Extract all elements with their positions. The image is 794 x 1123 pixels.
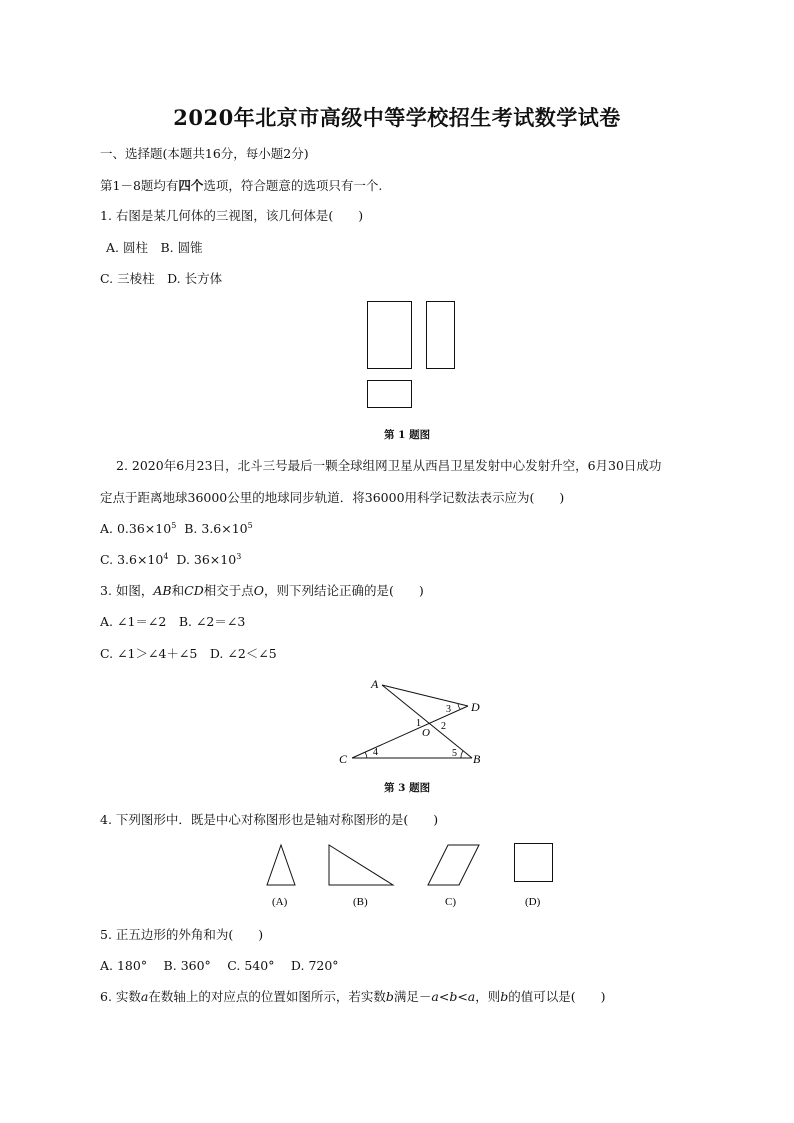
angle-label-1: 1 [416, 718, 421, 729]
q3-figure-caption: 第 3 题图 [384, 782, 431, 794]
shape-label-b: (B) [353, 896, 368, 908]
q2-stem-line2: 定点于距离地球36000公里的地球同步轨道．将36000用科学记数法表示应为( ) [100, 490, 565, 505]
label-d: D [471, 700, 480, 714]
shape-a-isosceles-triangle [267, 845, 295, 885]
q3-stem: 3. 如图，AB和CD相交于点O，则下列结论正确的是( ) [100, 583, 424, 598]
q2-stem-line1: 2. 2020年6月23日，北斗三号最后一颗全球组网卫星从西昌卫星发射中心发射升空，6月30日成功 [116, 458, 662, 473]
top-view-rect [368, 381, 412, 408]
instruction-text: 第1－8题均有四个选项，符合题意的选项只有一个. [100, 178, 383, 193]
label-a: A [371, 677, 379, 691]
q1-stem: 1. 右图是某几何体的三视图，该几何体是( ) [100, 208, 364, 223]
angle-label-2: 2 [441, 721, 446, 732]
section-heading: 一、选择题(本题共16分，每小题2分) [100, 146, 309, 161]
q4-shapes-figure [262, 840, 562, 912]
shape-label-d: (D) [525, 896, 541, 908]
q4-stem: 4. 下列图形中．既是中心对称图形也是轴对称图形的是( ) [100, 812, 439, 827]
q1-options-ab: A. 圆柱 B. 圆锥 [106, 240, 203, 255]
front-view-rect [368, 302, 412, 369]
q2-options-cd: C. $3.6\times 10^4$ D. $36\times 10^3$ [100, 551, 242, 567]
q2-options-ab: A. $0.36\times 10^5$ B. $3.6\times 10^5$ [100, 520, 253, 536]
angle-label-3: 3 [446, 704, 451, 715]
label-b: B [473, 752, 481, 766]
angle-label-4: 4 [373, 747, 378, 758]
q3-options-ab: A. ∠1＝∠2 B. ∠2＝∠3 [100, 614, 246, 629]
label-c: C [339, 752, 348, 766]
label-o: O [422, 727, 430, 739]
side-view-rect [427, 302, 455, 369]
shape-b-right-triangle [329, 845, 393, 885]
q1-options-cd: C. 三棱柱 D. 长方体 [100, 271, 223, 286]
shape-c-parallelogram [428, 845, 479, 885]
q5-stem: 5. 正五边形的外角和为( ) [100, 927, 264, 942]
q1-figure-caption: 第 1 题图 [384, 429, 431, 441]
q6-stem: 6. 实数a在数轴上的对应点的位置如图所示，若实数b满足－a<b<a，则b的值可以是( ) [100, 989, 606, 1004]
q1-three-view-figure [360, 296, 460, 412]
page-title: 2020年北京市高级中等学校招生考试数学试卷 [173, 105, 621, 130]
q3-geometry-figure [330, 672, 490, 770]
shape-label-c: C) [445, 896, 456, 908]
shape-label-a: (A) [272, 896, 288, 908]
q5-options: A. 180° B. 360° C. 540° D. 720° [100, 958, 339, 973]
shape-d-square [515, 844, 553, 882]
angle-label-5: 5 [452, 748, 457, 759]
q3-options-cd: C. ∠1＞∠4＋∠5 D. ∠2＜∠5 [100, 646, 277, 661]
